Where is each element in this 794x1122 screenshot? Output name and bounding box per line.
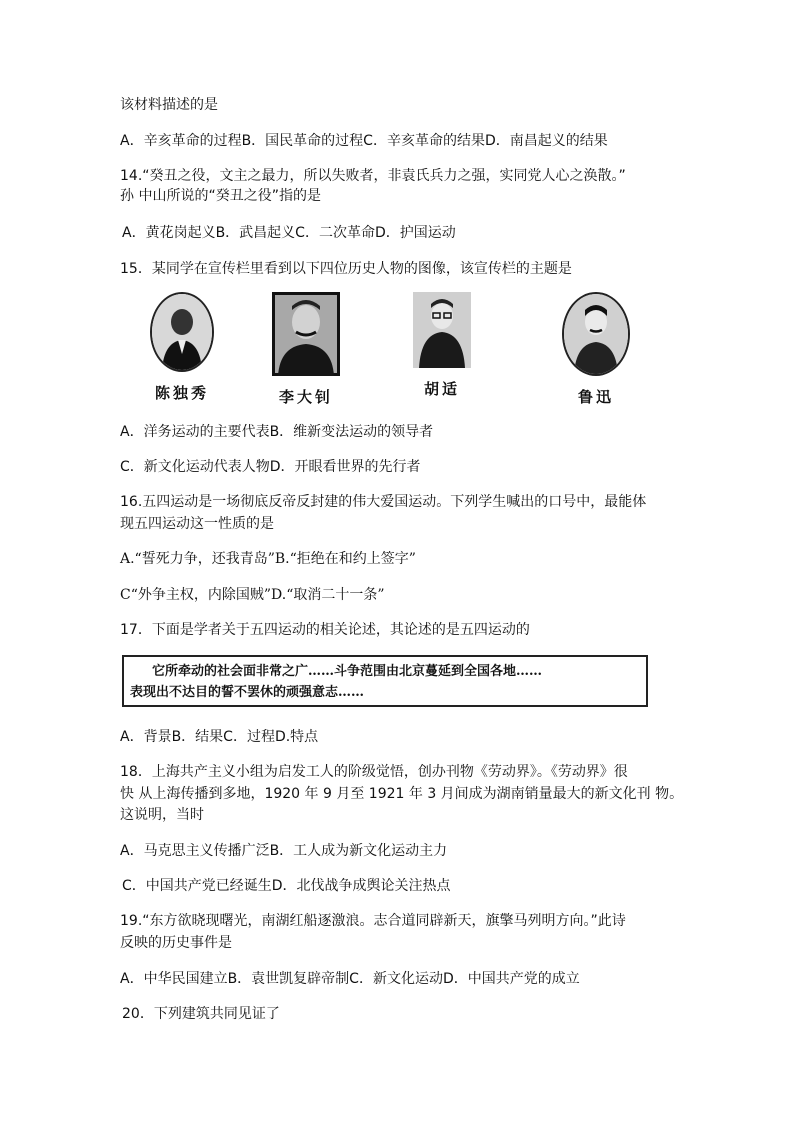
q17-quote-box [122, 655, 648, 707]
q16-options-cd: C“外争主权，内除国贼”D.“取消二十一条” [120, 587, 385, 603]
q14-stem-line1: 14.“癸丑之役，文主之最力，所以失败者，非袁氏兵力之强，实同党人心之涣散。” [120, 168, 626, 184]
portrait-photo [272, 292, 340, 376]
portrait-chen-duxiu [132, 292, 232, 403]
q15-options-ab: A．洋务运动的主要代表B．维新变法运动的领导者 [120, 424, 434, 440]
q20-stem: 20．下列建筑共同见证了 [122, 1006, 280, 1022]
portrait-hu-shi [392, 292, 492, 399]
q18-stem-line3: 这说明，当时 [120, 807, 204, 823]
portrait-photo [413, 292, 471, 368]
q16-options-ab: A.“誓死力争，还我青岛”B.“拒绝在和约上签字” [120, 551, 416, 567]
portrait-lu-xun [546, 292, 646, 407]
portrait-photo [562, 292, 630, 376]
q17-quote-line2: 表现出不达目的誓不罢休的顽强意志…… [130, 685, 365, 700]
portrait-name: 胡适 [423, 380, 460, 398]
q13-options: A．辛亥革命的过程B．国民革命的过程C．辛亥革命的结果D．南昌起义的结果 [120, 133, 608, 149]
q19-stem-line1: 19.“东方欲晓现曙光，南湖红船逐激浪。志合道同辟新天，旗擎马列明方向。”此诗 [120, 913, 626, 929]
q19-stem-line2: 反映的历史事件是 [120, 935, 232, 951]
q14-stem-line2: 孙 中山所说的“癸丑之役”指的是 [120, 188, 321, 204]
portrait-name: 陈独秀 [154, 384, 209, 402]
q17-stem: 17．下面是学者关于五四运动的相关论述，其论述的是五四运动的 [120, 622, 530, 638]
q18-options-ab: A．马克思主义传播广泛B．工人成为新文化运动主力 [120, 843, 448, 859]
portrait-row [120, 292, 680, 410]
q16-stem-line2: 现五四运动这一性质的是 [120, 516, 274, 532]
q18-stem-line2: 快 从上海传播到多地，1920 年 9 月至 1921 年 3 月间成为湖南销量最大的新文化刊 物。 [120, 786, 684, 802]
q15-stem: 15．某同学在宣传栏里看到以下四位历史人物的图像，该宣传栏的主题是 [120, 261, 572, 277]
q13-tail: 该材料描述的是 [120, 97, 218, 113]
q18-stem-line1: 18．上海共产主义小组为启发工人的阶级觉悟，创办刊物《劳动界》。《劳动界》很 [120, 764, 628, 780]
q19-options: A．中华民国建立B．袁世凯复辟帝制C．新文化运动D．中国共产党的成立 [120, 971, 580, 987]
q18-options-cd: C．中国共产党已经诞生D．北伐战争成舆论关注热点 [122, 878, 451, 894]
q14-options: A．黄花岗起义B．武昌起义C．二次革命D．护国运动 [122, 225, 456, 241]
q17-options: A．背景B．结果C．过程D.特点 [120, 729, 319, 745]
q15-options-cd: C．新文化运动代表人物D．开眼看世界的先行者 [120, 459, 421, 475]
q16-stem-line1: 16.五四运动是一场彻底反帝反封建的伟大爱国运动。下列学生喊出的口号中，最能体 [120, 494, 647, 510]
portrait-photo [150, 292, 214, 372]
portrait-name: 鲁迅 [577, 388, 614, 406]
portrait-name: 李大钊 [278, 388, 333, 406]
portrait-li-dazhao [256, 292, 356, 407]
q17-quote-line1: 它所牵动的社会面非常之广……斗争范围由北京蔓延到全国各地…… [152, 664, 543, 679]
